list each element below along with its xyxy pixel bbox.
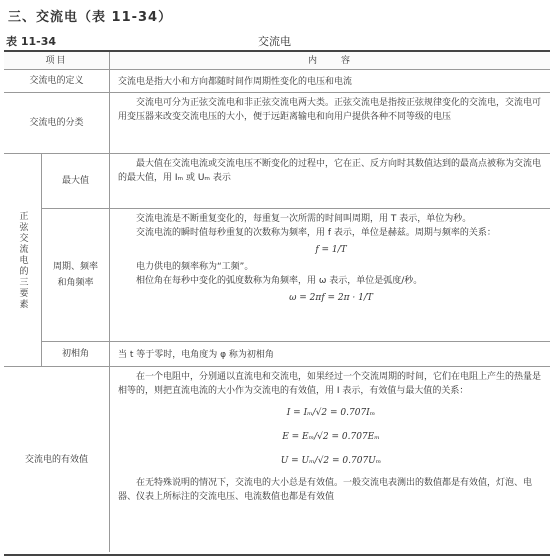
row-max-text: 最大值在交流电流或交流电压不断变化的过程中，它在正、反方向时其数值达到的最高点被称为交流电的最大值，用 Iₘ 或 Uₘ 表示 <box>118 159 542 183</box>
row-effective-p2: 在无特殊说明的情况下，交流电的大小总是有效值。一般交流电表测出的数值都是有效值，灯泡、电器、仪表上所标注的交流电压、电流数值也都是有效值 <box>118 478 533 502</box>
section-title: 三、交流电（表 11-34） <box>8 10 173 25</box>
row-classification-cell <box>110 93 550 154</box>
table-title: 交流电 <box>258 35 291 48</box>
formula-angular-frequency: ω = 2πf = 2π · 1/T <box>289 293 373 303</box>
row-period-label-line1: 周期、频率 <box>52 262 98 272</box>
header-item: 项目 <box>4 52 110 70</box>
row-classification-text: 交流电可分为正弦交流电和非正弦交流电两大类。正弦交流电是指按正弦规律变化的交流电，交流电可用变压器来改变交流电压的大小，便于远距离输电和向用户提供各种不同等级的电压 <box>118 98 542 122</box>
row-period-label-line2: 和角频率 <box>57 278 94 288</box>
row-effective-cell <box>110 367 550 552</box>
formula-effective-current: I = Iₘ/√2 = 0.707Iₘ <box>286 408 376 418</box>
row-effective-label: 交流电的有效值 <box>4 367 110 552</box>
ac-table <box>4 50 550 556</box>
formula-frequency: f = 1/T <box>315 245 347 255</box>
row-phase-label: 初相角 <box>42 342 110 367</box>
row-period-p3: 电力供电的频率称为“工频”。 <box>136 262 254 272</box>
row-classification-label: 交流电的分类 <box>4 93 110 154</box>
header-content: 内 容 <box>110 52 550 70</box>
three-elements-label: 正弦交流电的三要素 <box>17 210 28 310</box>
row-period-p1: 交流电流是不断重复变化的，每重复一次所需的时间叫周期，用 T 表示，单位为秒。 <box>136 214 472 224</box>
formula-effective-emf: E = Eₘ/√2 = 0.707Eₘ <box>282 432 380 442</box>
row-phase-text: 当 t 等于零时，电角度为 φ 称为初相角 <box>110 342 550 367</box>
row-effective-p1: 在一个电阻中，分别通以直流电和交流电，如果经过一个交流周期的时间，它们在电阻上产生的热量是相等的，则把直流电流的大小作为交流电的有效值，用 I 表示，有效值与最大值的关系： <box>118 372 542 396</box>
row-period-p2: 交流电流的瞬时值每秒重复的次数称为频率，用 f 表示，单位是赫兹。周期与频率的关系： <box>136 228 496 238</box>
row-period-p4: 相位角在每秒中变化的弧度数称为角频率，用 ω 表示，单位是弧度/秒。 <box>136 276 423 286</box>
three-elements-cell <box>4 154 42 367</box>
row-definition-label: 交流电的定义 <box>4 70 110 93</box>
row-max-label: 最大值 <box>42 154 110 209</box>
row-definition-text: 交流电是指大小和方向都随时间作周期性变化的电压和电流 <box>110 70 550 93</box>
table-number: 表 11-34 <box>6 35 57 48</box>
formula-effective-voltage: U = Uₘ/√2 = 0.707Uₘ <box>280 456 382 466</box>
row-period-label <box>42 209 110 342</box>
row-max-cell <box>110 154 550 209</box>
row-period-cell <box>110 209 550 342</box>
